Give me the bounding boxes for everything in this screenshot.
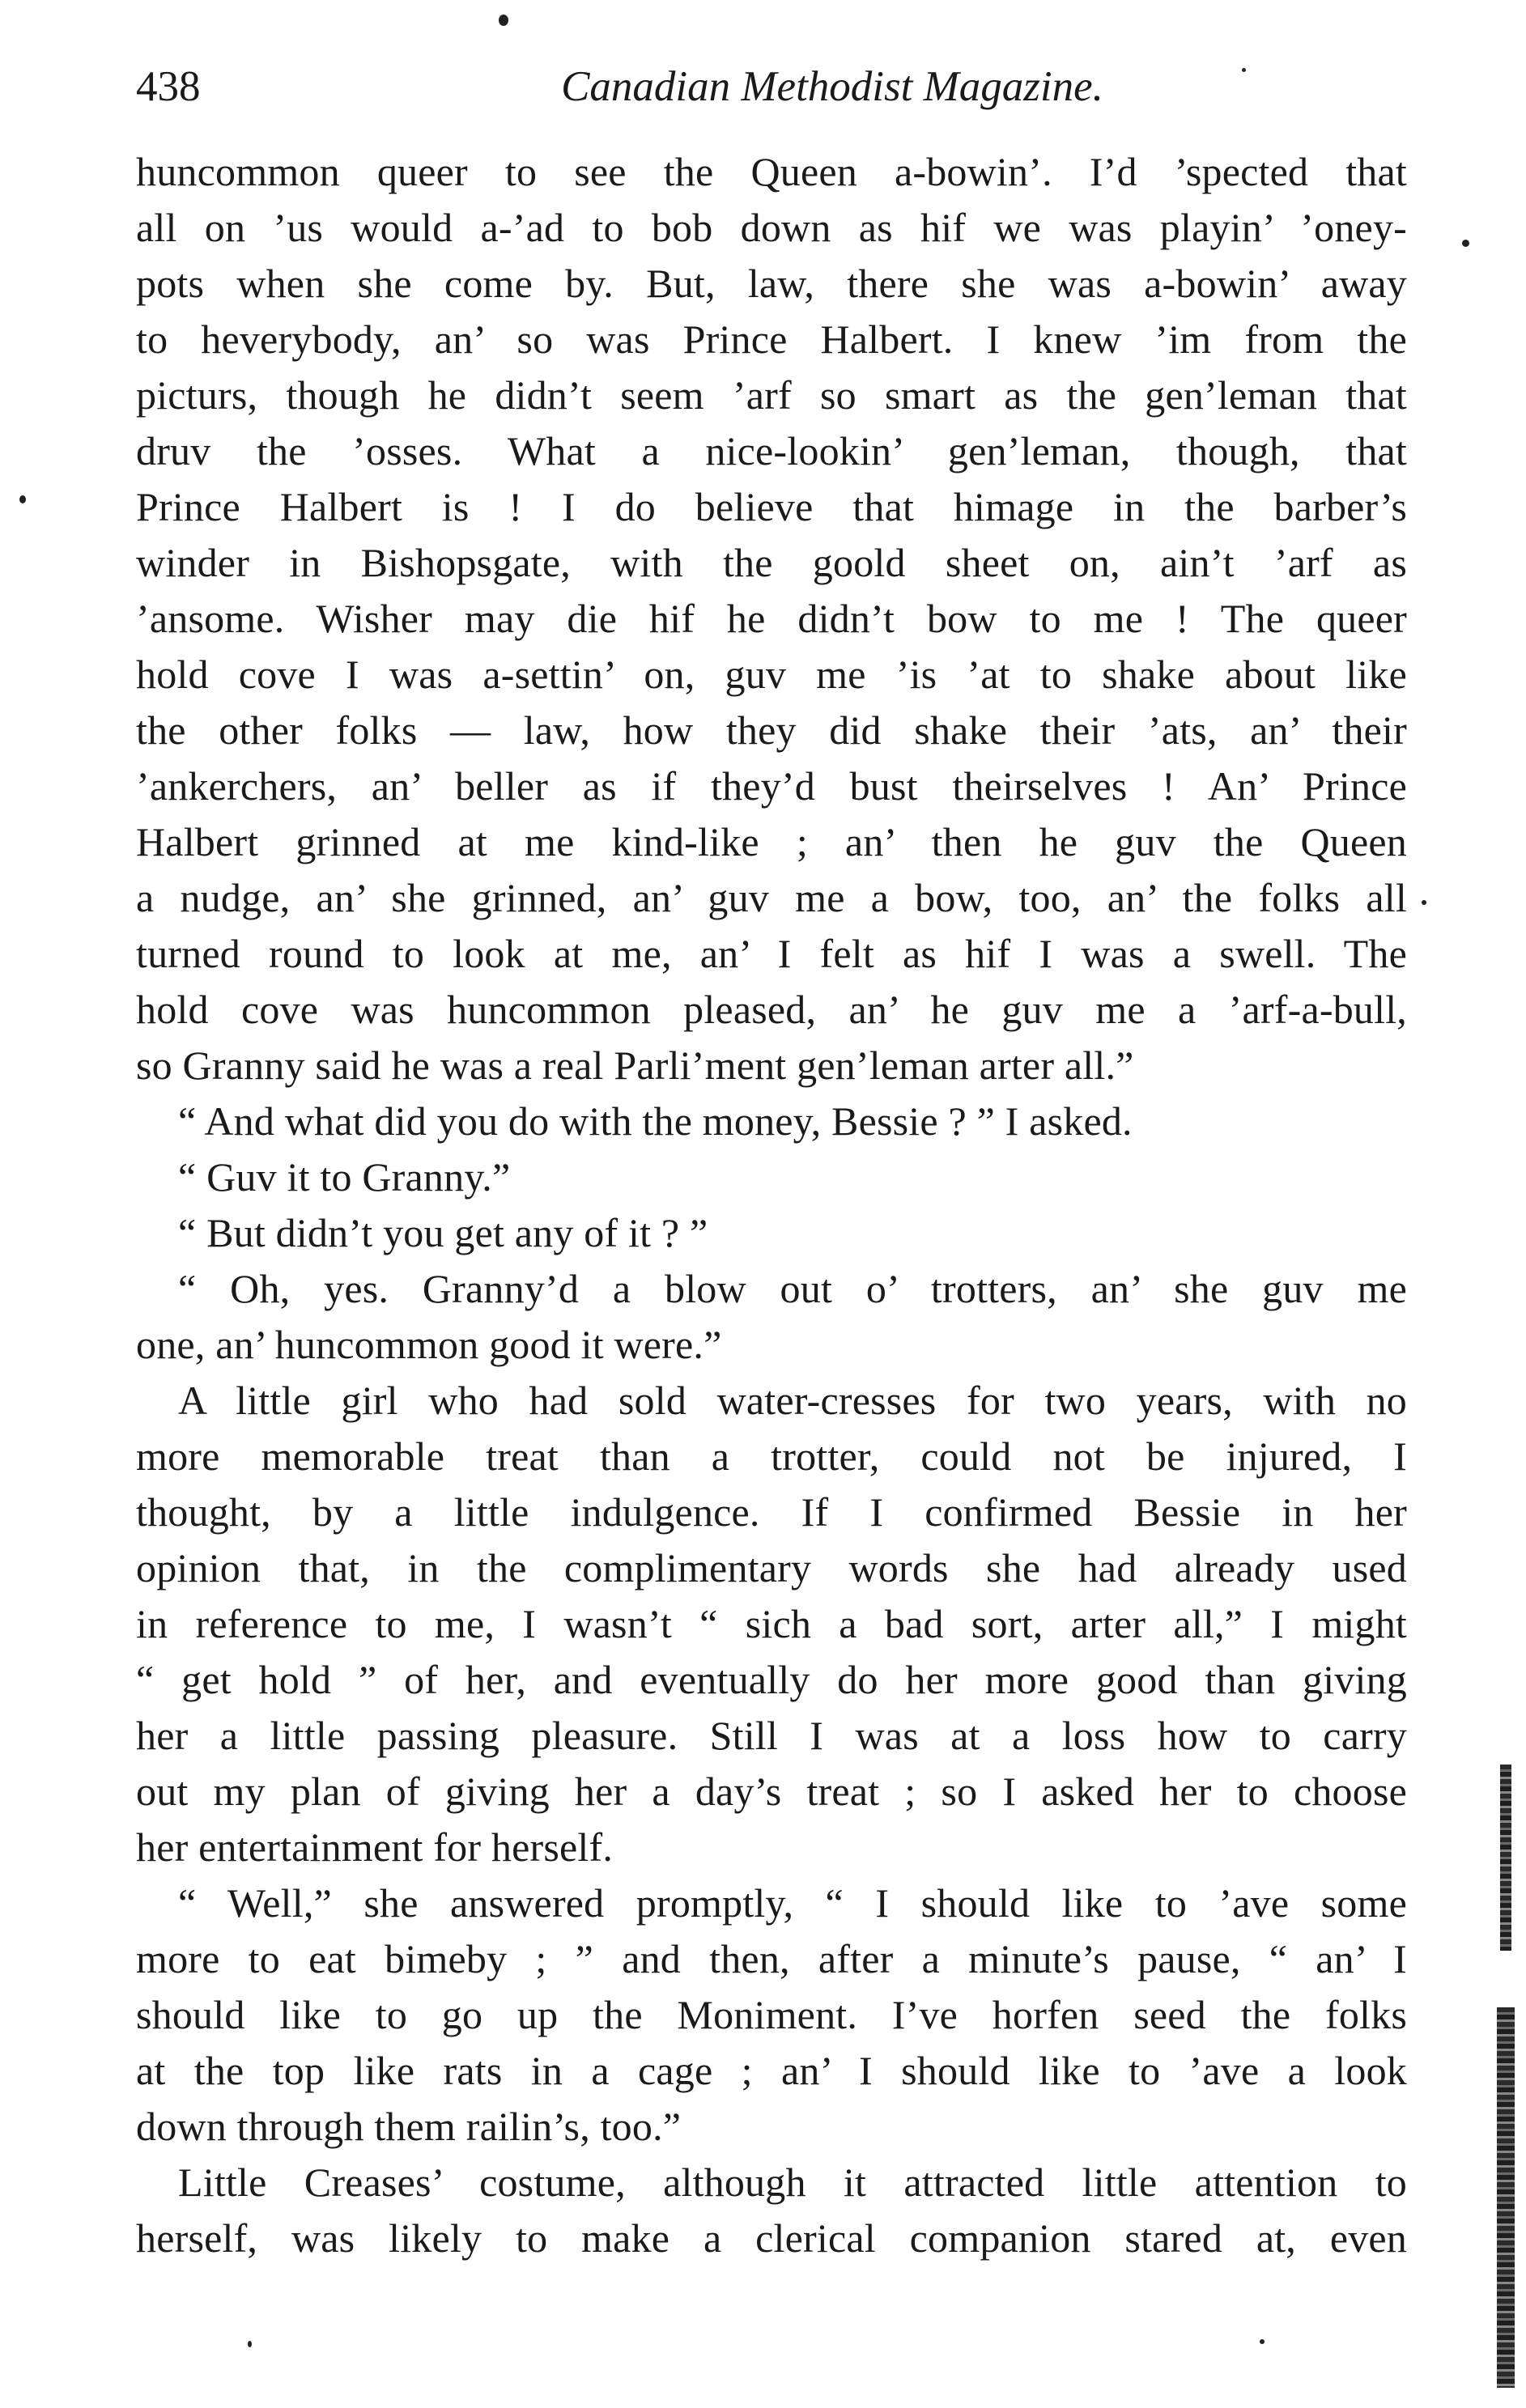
text-line: down through them railin’s, too.” <box>136 2104 682 2149</box>
scan-edge-shadow <box>1500 1765 1511 1951</box>
text-line: “ But didn’t you get any of it ? ” <box>178 1210 708 1255</box>
text-line: more to eat bimeby ; ” and then, after a minute’s pause, “ an’ I <box>136 1936 1407 1981</box>
text-line: ’ankerchers, an’ beller as if they’d bust theirselves ! An’ Prince <box>136 763 1407 809</box>
text-line: “ Guv it to Granny.” <box>178 1154 511 1200</box>
text-line: out my plan of giving her a day’s treat ; so I asked her to choose <box>136 1769 1407 1814</box>
text-line: Little Creases’ costume, although it attracted little attention to <box>178 2160 1407 2205</box>
text-line: hold cove was huncommon pleased, an’ he guv me a ’arf-a-bull, <box>136 987 1407 1032</box>
scan-speck <box>1242 68 1246 72</box>
text-line: to heverybody, an’ so was Prince Halbert. I knew ’im from the <box>136 316 1407 362</box>
text-line: thought, by a little indulgence. If I confirmed Bessie in her <box>136 1489 1407 1535</box>
text-line: picturs, though he didn’t seem ’arf so smart as the gen’leman that <box>136 372 1407 418</box>
text-line: so Granny said he was a real Parli’ment gen’leman arter all.” <box>136 1043 1134 1088</box>
scan-speck <box>1462 240 1469 247</box>
text-line: “ Well,” she answered promptly, “ I should like to ’ave some <box>178 1880 1407 1926</box>
text-line: her a little passing pleasure. Still I was at a loss how to carry <box>136 1713 1407 1758</box>
text-line: her entertainment for herself. <box>136 1824 614 1870</box>
text-line: the other folks — law, how they did shake their ’ats, an’ their <box>136 707 1407 753</box>
text-line: in reference to me, I wasn’t “ sich a bad sort, arter all,” I might <box>136 1601 1407 1646</box>
text-line: pots when she come by. But, law, there she was a-bowin’ away <box>136 261 1407 306</box>
text-line: “ And what did you do with the money, Bessie ? ” I asked. <box>178 1098 1133 1144</box>
text-line: hold cove I was a-settin’ on, guv me ’is ’at to shake about like <box>136 652 1407 697</box>
text-line: a nudge, an’ she grinned, an’ guv me a bow, too, an’ the folks all <box>136 875 1407 920</box>
text-line: all on ’us would a-’ad to bob down as hif we was playin’ ’oney- <box>136 205 1407 250</box>
scan-speck <box>1260 2339 1265 2344</box>
text-line: druv the ’osses. What a nice-lookin’ gen’leman, though, that <box>136 428 1407 474</box>
running-title: Canadian Methodist Magazine. <box>561 63 1103 110</box>
text-line: turned round to look at me, an’ I felt as hif I was a swell. The <box>136 931 1407 976</box>
text-line: Prince Halbert is ! I do believe that himage in the barber’s <box>136 484 1407 529</box>
text-line: “ get hold ” of her, and eventually do her more good than giving <box>136 1657 1407 1702</box>
text-line: more memorable treat than a trotter, could not be injured, I <box>136 1433 1407 1479</box>
text-line: ’ansome. Wisher may die hif he didn’t bow to me ! The queer <box>136 596 1407 641</box>
text-line: Halbert grinned at me kind-like ; an’ then he guv the Queen <box>136 819 1407 864</box>
body-text <box>136 144 1407 2266</box>
text-line: one, an’ huncommon good it were.” <box>136 1322 722 1367</box>
text-line: herself, was likely to make a clerical companion stared at, even <box>136 2215 1407 2261</box>
text-line: opinion that, in the complimentary words she had already used <box>136 1545 1407 1590</box>
text-line: should like to go up the Moniment. I’ve horfen seed the folks <box>136 1992 1407 2037</box>
scan-speck <box>1422 900 1426 905</box>
text-line: winder in Bishopsgate, with the goold sheet on, ain’t ’arf as <box>136 540 1407 585</box>
scan-edge-shadow <box>1497 2007 1515 2388</box>
text-line: A little girl who had sold water-cresses for two years, with no <box>178 1378 1407 1423</box>
scan-speck <box>19 495 26 503</box>
scan-speck <box>499 15 508 26</box>
page-number: 438 <box>136 63 201 110</box>
text-line: “ Oh, yes. Granny’d a blow out o’ trotters, an’ she guv me <box>178 1266 1407 1311</box>
scan-speck <box>248 2341 252 2347</box>
page-header <box>136 50 1415 123</box>
text-line: huncommon queer to see the Queen a-bowin’. I’d ’spected that <box>136 149 1407 194</box>
text-line: at the top like rats in a cage ; an’ I should like to ’ave a look <box>136 2048 1407 2093</box>
